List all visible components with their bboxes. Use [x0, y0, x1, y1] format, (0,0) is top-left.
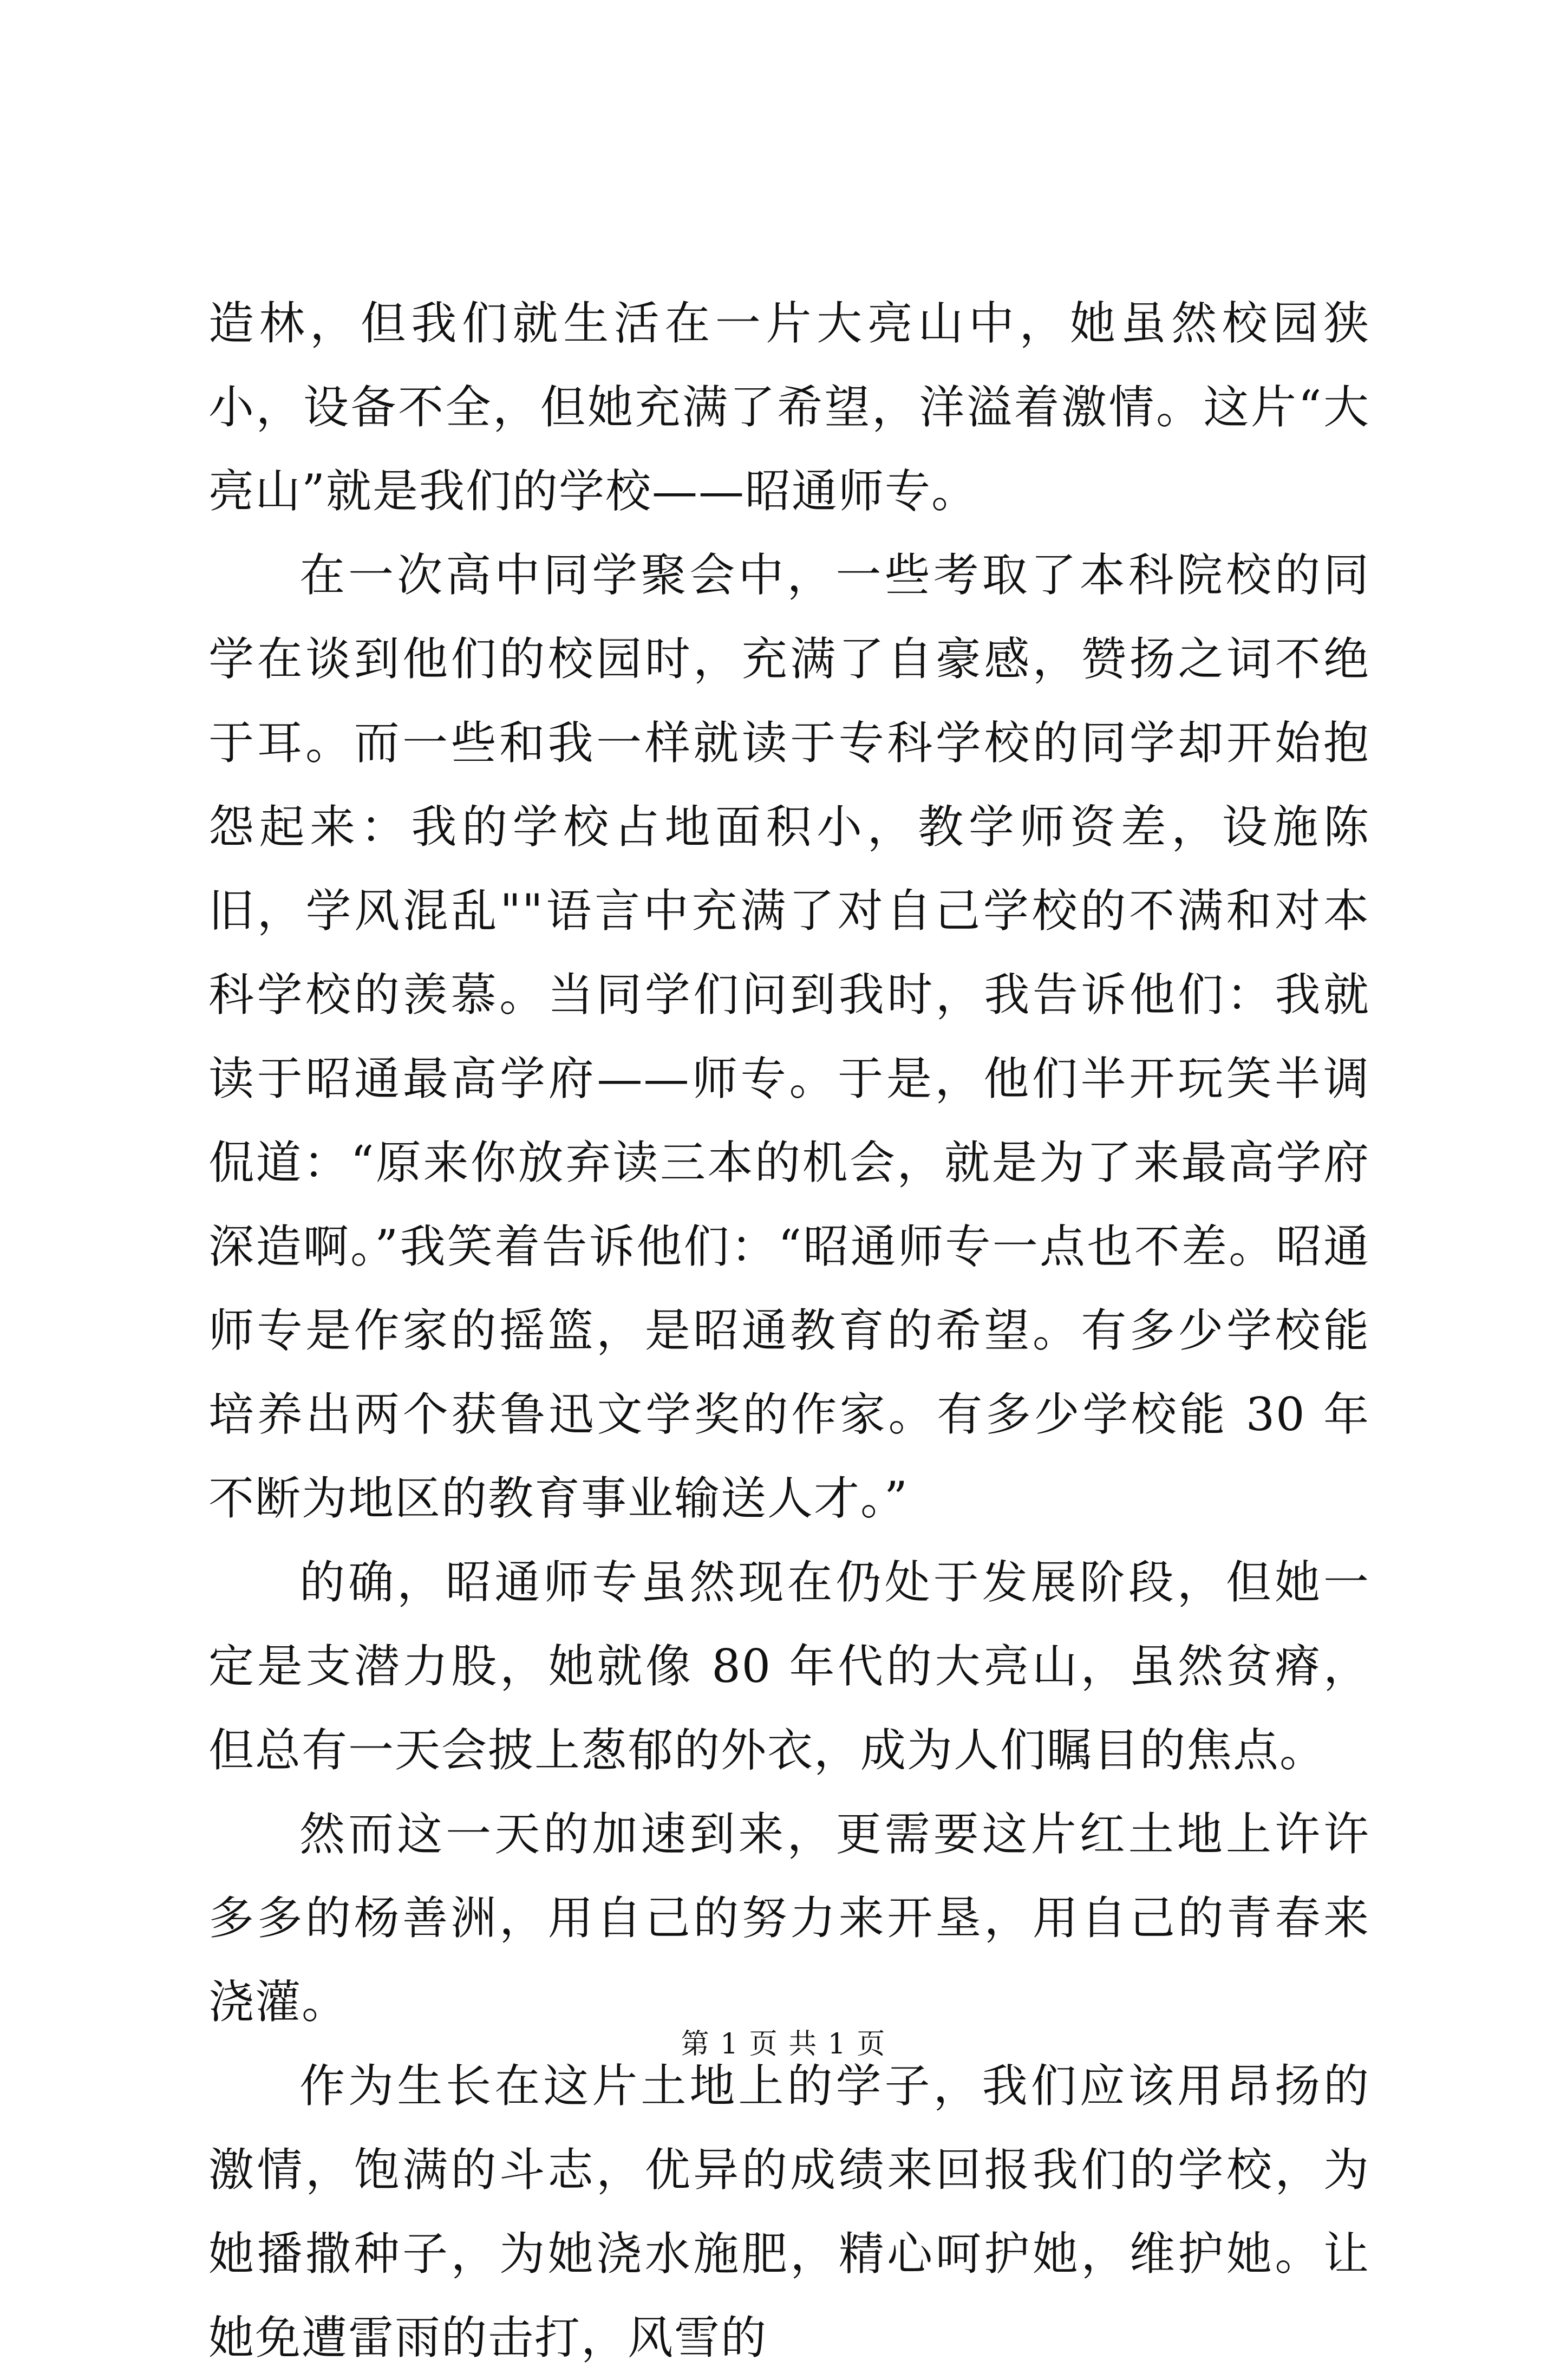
paragraph-1: 造林，但我们就生活在一片大亮山中，她虽然校园狭小，设备不全，但她充满了希望，洋溢着激情。这片“大亮山”就是我们的学校——昭通师专。: [208, 297, 1370, 518]
paragraph-2: 在一次高中同学聚会中，一些考取了本科院校的同学在谈到他们的校园时，充满了自豪感，赞扬之词不绝于耳。而一些和我一样就读于专科学校的同学却开始抱怨起来：我的学校占地面积小，教学师资差，设施陈旧，学风混乱""语言中充满了对自己学校的不满和对本科学校的羡慕。当同学们问到我时，我告诉他们：我就读于昭通最高学府——师专。于是，他们半开玩笑半调侃道：“原来你放弃读三本的机会，就是为了来最高学府深造啊。”我笑着告诉他们：“昭通师专一点也不差。昭通师专是作家的摇篮，是昭通教育的希望。有多少学校能培养出两个获鲁迅文学奖的作家。有多少学校能 30 年不断为地区的教育事业输送人才。”: [208, 549, 1370, 1525]
page-number-footer: 第 1 页 共 1 页: [681, 2028, 886, 2061]
paragraph-5: 作为生长在这片土地上的学子，我们应该用昂扬的激情，饱满的斗志，优异的成绩来回报我们的学校，为她播撒种子，为她浇水施肥，精心呵护她，维护她。让她免遭雷雨的击打，风雪的: [208, 2059, 1370, 2364]
paragraph-3: 的确，昭通师专虽然现在仍处于发展阶段，但她一定是支潜力股，她就像 80 年代的大亮山，虽然贫瘠，但总有一天会披上葱郁的外衣，成为人们瞩目的焦点。: [208, 1556, 1370, 1777]
paragraph-4: 然而这一天的加速到来，更需要这片红土地上许许多多的杨善洲，用自己的努力来开垦，用自己的青春来浇灌。: [208, 1808, 1370, 2029]
